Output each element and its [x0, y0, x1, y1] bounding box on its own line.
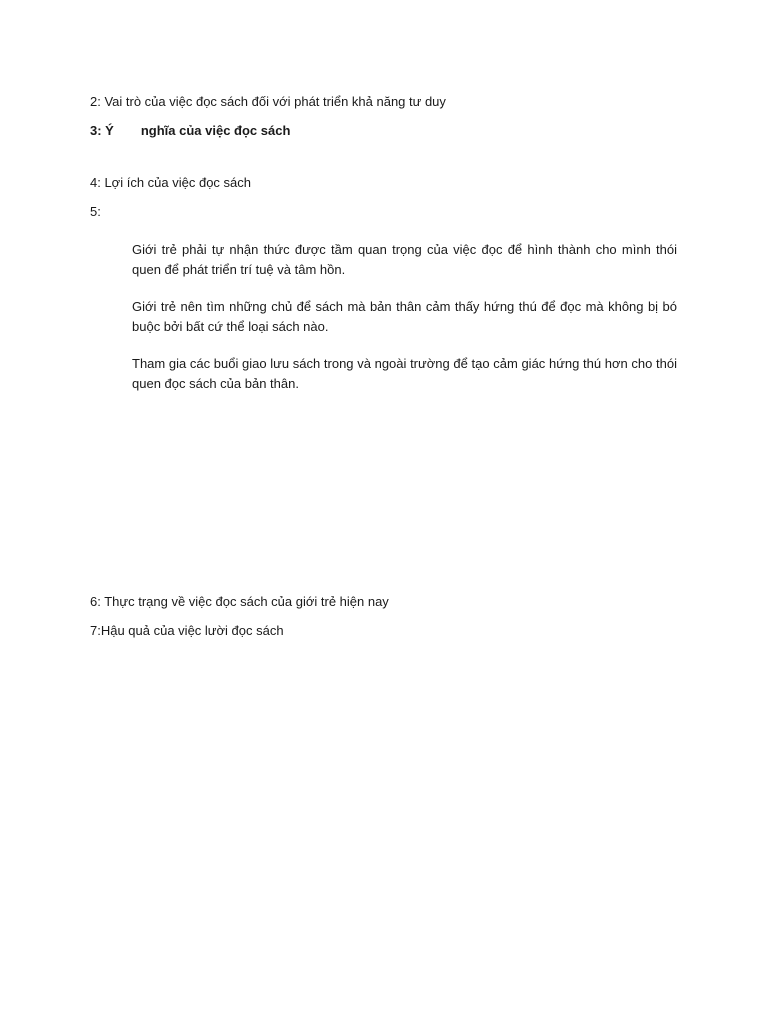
item-2-heading: 2: Vai trò của việc đọc sách đối với phát triển khả năng tư duy	[90, 94, 446, 109]
paragraph-2: Giới trẻ nên tìm những chủ để sách mà bản thân cảm thấy hứng thú để đọc mà không bị bó buộc bởi bất cứ thể loại sách nào.	[132, 299, 677, 334]
paragraph-1: Giới trẻ phải tự nhận thức được tầm quan trọng của việc đọc để hình thành cho mình thói quen để phát triển trí tuệ và tâm hồn.	[132, 242, 677, 277]
item-3-prefix: 3: Ý	[90, 123, 114, 138]
item-3-rest: nghĩa của việc đọc sách	[140, 123, 291, 138]
item-4-heading: 4: Lợi ích của việc đọc sách	[90, 175, 251, 190]
paragraph-3: Tham gia các buổi giao lưu sách trong và ngoài trường để tạo cảm giác hứng thú hơn cho thói quen đọc sách của bản thân.	[132, 356, 677, 391]
item-3-heading	[90, 123, 290, 139]
item-7-heading: 7:Hậu quả của việc lười đọc sách	[90, 623, 284, 638]
item-5-heading: 5:	[90, 204, 101, 219]
item-6-heading: 6: Thực trạng về việc đọc sách của giới trẻ hiện nay	[90, 594, 389, 609]
